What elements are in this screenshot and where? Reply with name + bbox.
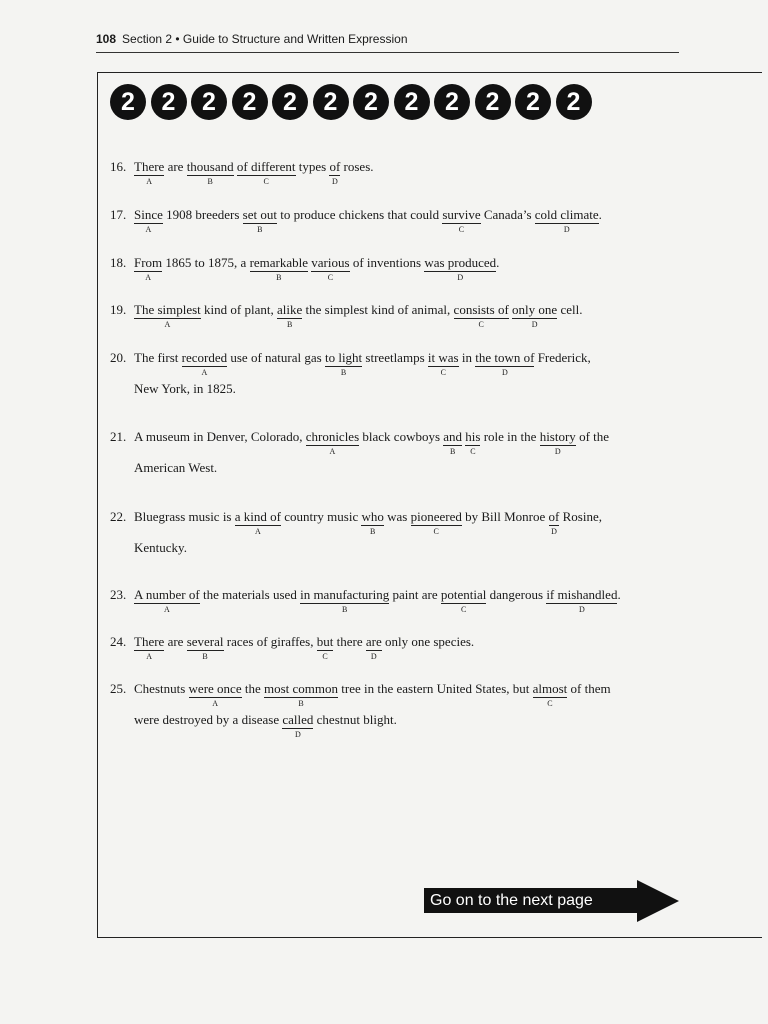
answer-option [546, 586, 618, 614]
option-letter: B [341, 605, 348, 614]
option-text: who [361, 509, 384, 524]
option-letter: C [458, 225, 465, 234]
question-text: of inventions [349, 255, 425, 270]
option-letter: D [370, 652, 377, 661]
option-letter: B [340, 368, 347, 377]
option-letter: B [370, 527, 376, 536]
option-letter: D [294, 730, 301, 739]
answer-option [300, 586, 390, 614]
page-number: 108 [96, 32, 117, 46]
question-text: of them [567, 681, 611, 696]
option-letter: C [470, 447, 476, 456]
option-text: the town of [475, 350, 535, 365]
next-page-label: Go on to the next page [430, 892, 593, 909]
answer-option [282, 711, 314, 739]
section-number-badge: 2 [475, 84, 511, 120]
question-item [110, 586, 690, 614]
question-line [110, 586, 690, 614]
option-text: were once [188, 681, 242, 696]
question-number: 24. [110, 634, 127, 649]
question-item [110, 633, 690, 661]
answer-option [316, 633, 334, 661]
answer-option [134, 586, 200, 614]
answer-option [548, 508, 560, 536]
question-line [110, 711, 690, 739]
option-text: Since [134, 207, 163, 222]
answer-option [242, 206, 277, 234]
option-text: but [316, 634, 334, 649]
option-text: of [329, 159, 341, 174]
option-text: of [548, 509, 560, 524]
question-text: . [496, 255, 500, 270]
question-line [110, 508, 690, 536]
question-text: was [383, 509, 411, 524]
option-letter: A [146, 652, 153, 661]
option-text: if mishandled [546, 587, 618, 602]
question-text: of the [575, 429, 610, 444]
question-number: 19. [110, 302, 127, 317]
answer-option [427, 349, 459, 377]
option-letter: A [164, 320, 171, 329]
question-number: 25. [110, 681, 127, 696]
option-text: potential [440, 587, 487, 602]
option-text: history [539, 429, 576, 444]
option-text: it was [427, 350, 459, 365]
option-letter: B [276, 273, 282, 282]
option-letter: C [460, 605, 467, 614]
option-letter: D [554, 447, 561, 456]
option-text: various [311, 255, 350, 270]
answer-option [324, 349, 363, 377]
question-item [110, 508, 690, 556]
question-number: 16. [110, 159, 127, 174]
question-number: 22. [110, 509, 127, 524]
option-text: to light [324, 350, 363, 365]
question-line [110, 380, 690, 397]
option-letter: C [327, 273, 334, 282]
arrow-right-icon [637, 880, 679, 922]
section-title: Section 2 • Guide to Structure and Written Expression [122, 32, 408, 46]
question-text: were destroyed by a disease [134, 712, 283, 727]
section-number-badge: 2 [515, 84, 551, 120]
option-text: his [465, 429, 481, 444]
option-letter: C [547, 699, 553, 708]
question-text: the simplest kind of animal, [302, 302, 454, 317]
option-letter: B [207, 177, 213, 186]
section-number-badge: 2 [191, 84, 227, 120]
section-frame [97, 72, 762, 938]
question-item [110, 349, 690, 397]
question-text: black cowboys [359, 429, 444, 444]
answer-option [443, 428, 463, 456]
answer-option [512, 301, 558, 329]
question-text: the [241, 681, 264, 696]
option-letter: D [578, 605, 585, 614]
question-item [110, 206, 690, 234]
question-text: streetlamps [362, 350, 428, 365]
answer-option [361, 508, 384, 536]
question-line [110, 158, 690, 186]
header-rule [96, 52, 679, 53]
answer-option [424, 254, 497, 282]
question-line [110, 254, 690, 282]
question-text: roses. [340, 159, 374, 174]
section-number-badge: 2 [353, 84, 389, 120]
question-line [110, 301, 690, 329]
answer-option [134, 158, 165, 186]
answer-option [249, 254, 309, 282]
answer-option [264, 680, 339, 708]
answer-option [410, 508, 462, 536]
question-line [110, 206, 690, 234]
question-text: Frederick, [534, 350, 591, 365]
answer-option [534, 206, 599, 234]
question-text: American West. [134, 460, 218, 475]
option-text: There [134, 159, 165, 174]
section-number-badge: 2 [272, 84, 308, 120]
option-letter: D [551, 527, 557, 536]
answer-option [134, 206, 163, 234]
question-text: only one species. [381, 634, 475, 649]
question-text: to produce chickens that could [276, 207, 443, 222]
question-line [110, 680, 690, 708]
option-letter: C [263, 177, 269, 186]
question-number: 21. [110, 429, 127, 444]
option-letter: A [329, 447, 336, 456]
option-letter: A [145, 273, 151, 282]
option-letter: C [322, 652, 328, 661]
answer-option [305, 428, 360, 456]
answer-option [440, 586, 487, 614]
option-text: recorded [181, 350, 228, 365]
question-text: Bluegrass music is [134, 509, 235, 524]
question-text: . [617, 587, 621, 602]
answer-option [365, 633, 382, 661]
question-text: A museum in Denver, Colorado, [134, 429, 306, 444]
answer-option [186, 633, 224, 661]
option-text: alike [276, 302, 303, 317]
option-letter: B [257, 225, 263, 234]
question-text: country music [280, 509, 362, 524]
question-text: cell. [557, 302, 583, 317]
option-text: almost [532, 681, 568, 696]
option-text: of different [236, 159, 296, 174]
question-text: races of giraffes, [223, 634, 317, 649]
option-letter: D [501, 368, 508, 377]
question-item [110, 428, 690, 476]
question-line [110, 349, 690, 377]
answer-option [329, 158, 341, 186]
question-text: types [295, 159, 330, 174]
option-letter: A [201, 368, 208, 377]
option-text: thousand [186, 159, 234, 174]
option-letter: C [478, 320, 484, 329]
option-letter: C [440, 368, 446, 377]
answer-option [134, 254, 163, 282]
option-letter: B [202, 652, 208, 661]
question-number: 18. [110, 255, 127, 270]
running-head [96, 32, 679, 46]
section-badge-row [110, 84, 592, 120]
option-letter: D [331, 177, 338, 186]
question-item [110, 680, 690, 739]
option-text: pioneered [410, 509, 462, 524]
section-number-badge: 2 [232, 84, 268, 120]
question-text: use of natural gas [227, 350, 325, 365]
question-line [110, 539, 690, 556]
question-number: 20. [110, 350, 127, 365]
option-letter: A [145, 225, 152, 234]
question-number: 23. [110, 587, 127, 602]
option-text: consists of [453, 302, 509, 317]
question-text: dangerous [486, 587, 547, 602]
option-text: There [134, 634, 165, 649]
option-text: chronicles [305, 429, 360, 444]
answer-option [465, 428, 481, 456]
answer-option [181, 349, 228, 377]
answer-option [453, 301, 509, 329]
section-number-badge: 2 [151, 84, 187, 120]
question-text: the materials used [199, 587, 301, 602]
section-number-badge: 2 [556, 84, 592, 120]
answer-option [276, 301, 303, 329]
option-text: remarkable [249, 255, 309, 270]
question-text: New York, in 1825. [134, 381, 236, 396]
option-letter: B [286, 320, 293, 329]
question-line [110, 428, 690, 456]
question-text: 1908 breeders [162, 207, 243, 222]
question-number: 17. [110, 207, 127, 222]
option-text: A number of [134, 587, 200, 602]
option-text: cold climate [534, 207, 599, 222]
answer-option [539, 428, 576, 456]
question-text: are [164, 634, 187, 649]
option-letter: A [146, 177, 153, 186]
section-number-badge: 2 [313, 84, 349, 120]
question-item [110, 254, 690, 282]
question-text: The first [134, 350, 182, 365]
answer-option [234, 508, 281, 536]
option-letter: D [531, 320, 538, 329]
option-letter: B [298, 699, 304, 708]
answer-option [134, 633, 165, 661]
answer-option [134, 301, 201, 329]
question-line [110, 633, 690, 661]
option-letter: D [563, 225, 570, 234]
section-number-badge: 2 [434, 84, 470, 120]
question-text: are [164, 159, 187, 174]
option-letter: C [433, 527, 439, 536]
question-text: Chestnuts [134, 681, 189, 696]
go-on-next-page-banner [424, 880, 684, 922]
option-text: several [186, 634, 224, 649]
option-letter: D [457, 273, 464, 282]
option-text: a kind of [234, 509, 281, 524]
option-letter: B [449, 447, 456, 456]
question-text: paint are [389, 587, 441, 602]
option-text: most common [264, 681, 339, 696]
question-item [110, 301, 690, 329]
answer-option [236, 158, 296, 186]
option-text: and [443, 429, 463, 444]
question-item [110, 158, 690, 186]
option-text: From [134, 255, 163, 270]
section-number-badge: 2 [110, 84, 146, 120]
option-text: was produced [424, 255, 497, 270]
option-text: set out [242, 207, 277, 222]
question-text: Canada’s [480, 207, 535, 222]
option-letter: A [163, 605, 170, 614]
question-line [110, 459, 690, 476]
question-text: kind of plant, [200, 302, 277, 317]
question-text: tree in the eastern United States, but [338, 681, 533, 696]
answer-option [186, 158, 234, 186]
answer-option [475, 349, 535, 377]
option-letter: A [212, 699, 218, 708]
option-text: called [282, 712, 314, 727]
question-text: Kentucky. [134, 540, 187, 555]
question-text: role in the [480, 429, 540, 444]
answer-option [188, 680, 242, 708]
option-letter: A [254, 527, 261, 536]
question-text: Rosine, [559, 509, 602, 524]
answer-option [532, 680, 568, 708]
answer-option [311, 254, 350, 282]
question-text: in [458, 350, 476, 365]
option-text: only one [512, 302, 558, 317]
option-text: in manufacturing [300, 587, 390, 602]
question-text: chestnut blight. [313, 712, 397, 727]
question-text: there [333, 634, 366, 649]
section-number-badge: 2 [394, 84, 430, 120]
option-text: are [365, 634, 382, 649]
option-text: survive [442, 207, 481, 222]
option-text: The simplest [134, 302, 201, 317]
question-text: by Bill Monroe [461, 509, 549, 524]
question-text: . [598, 207, 602, 222]
answer-option [442, 206, 481, 234]
question-text: 1865 to 1875, a [162, 255, 250, 270]
